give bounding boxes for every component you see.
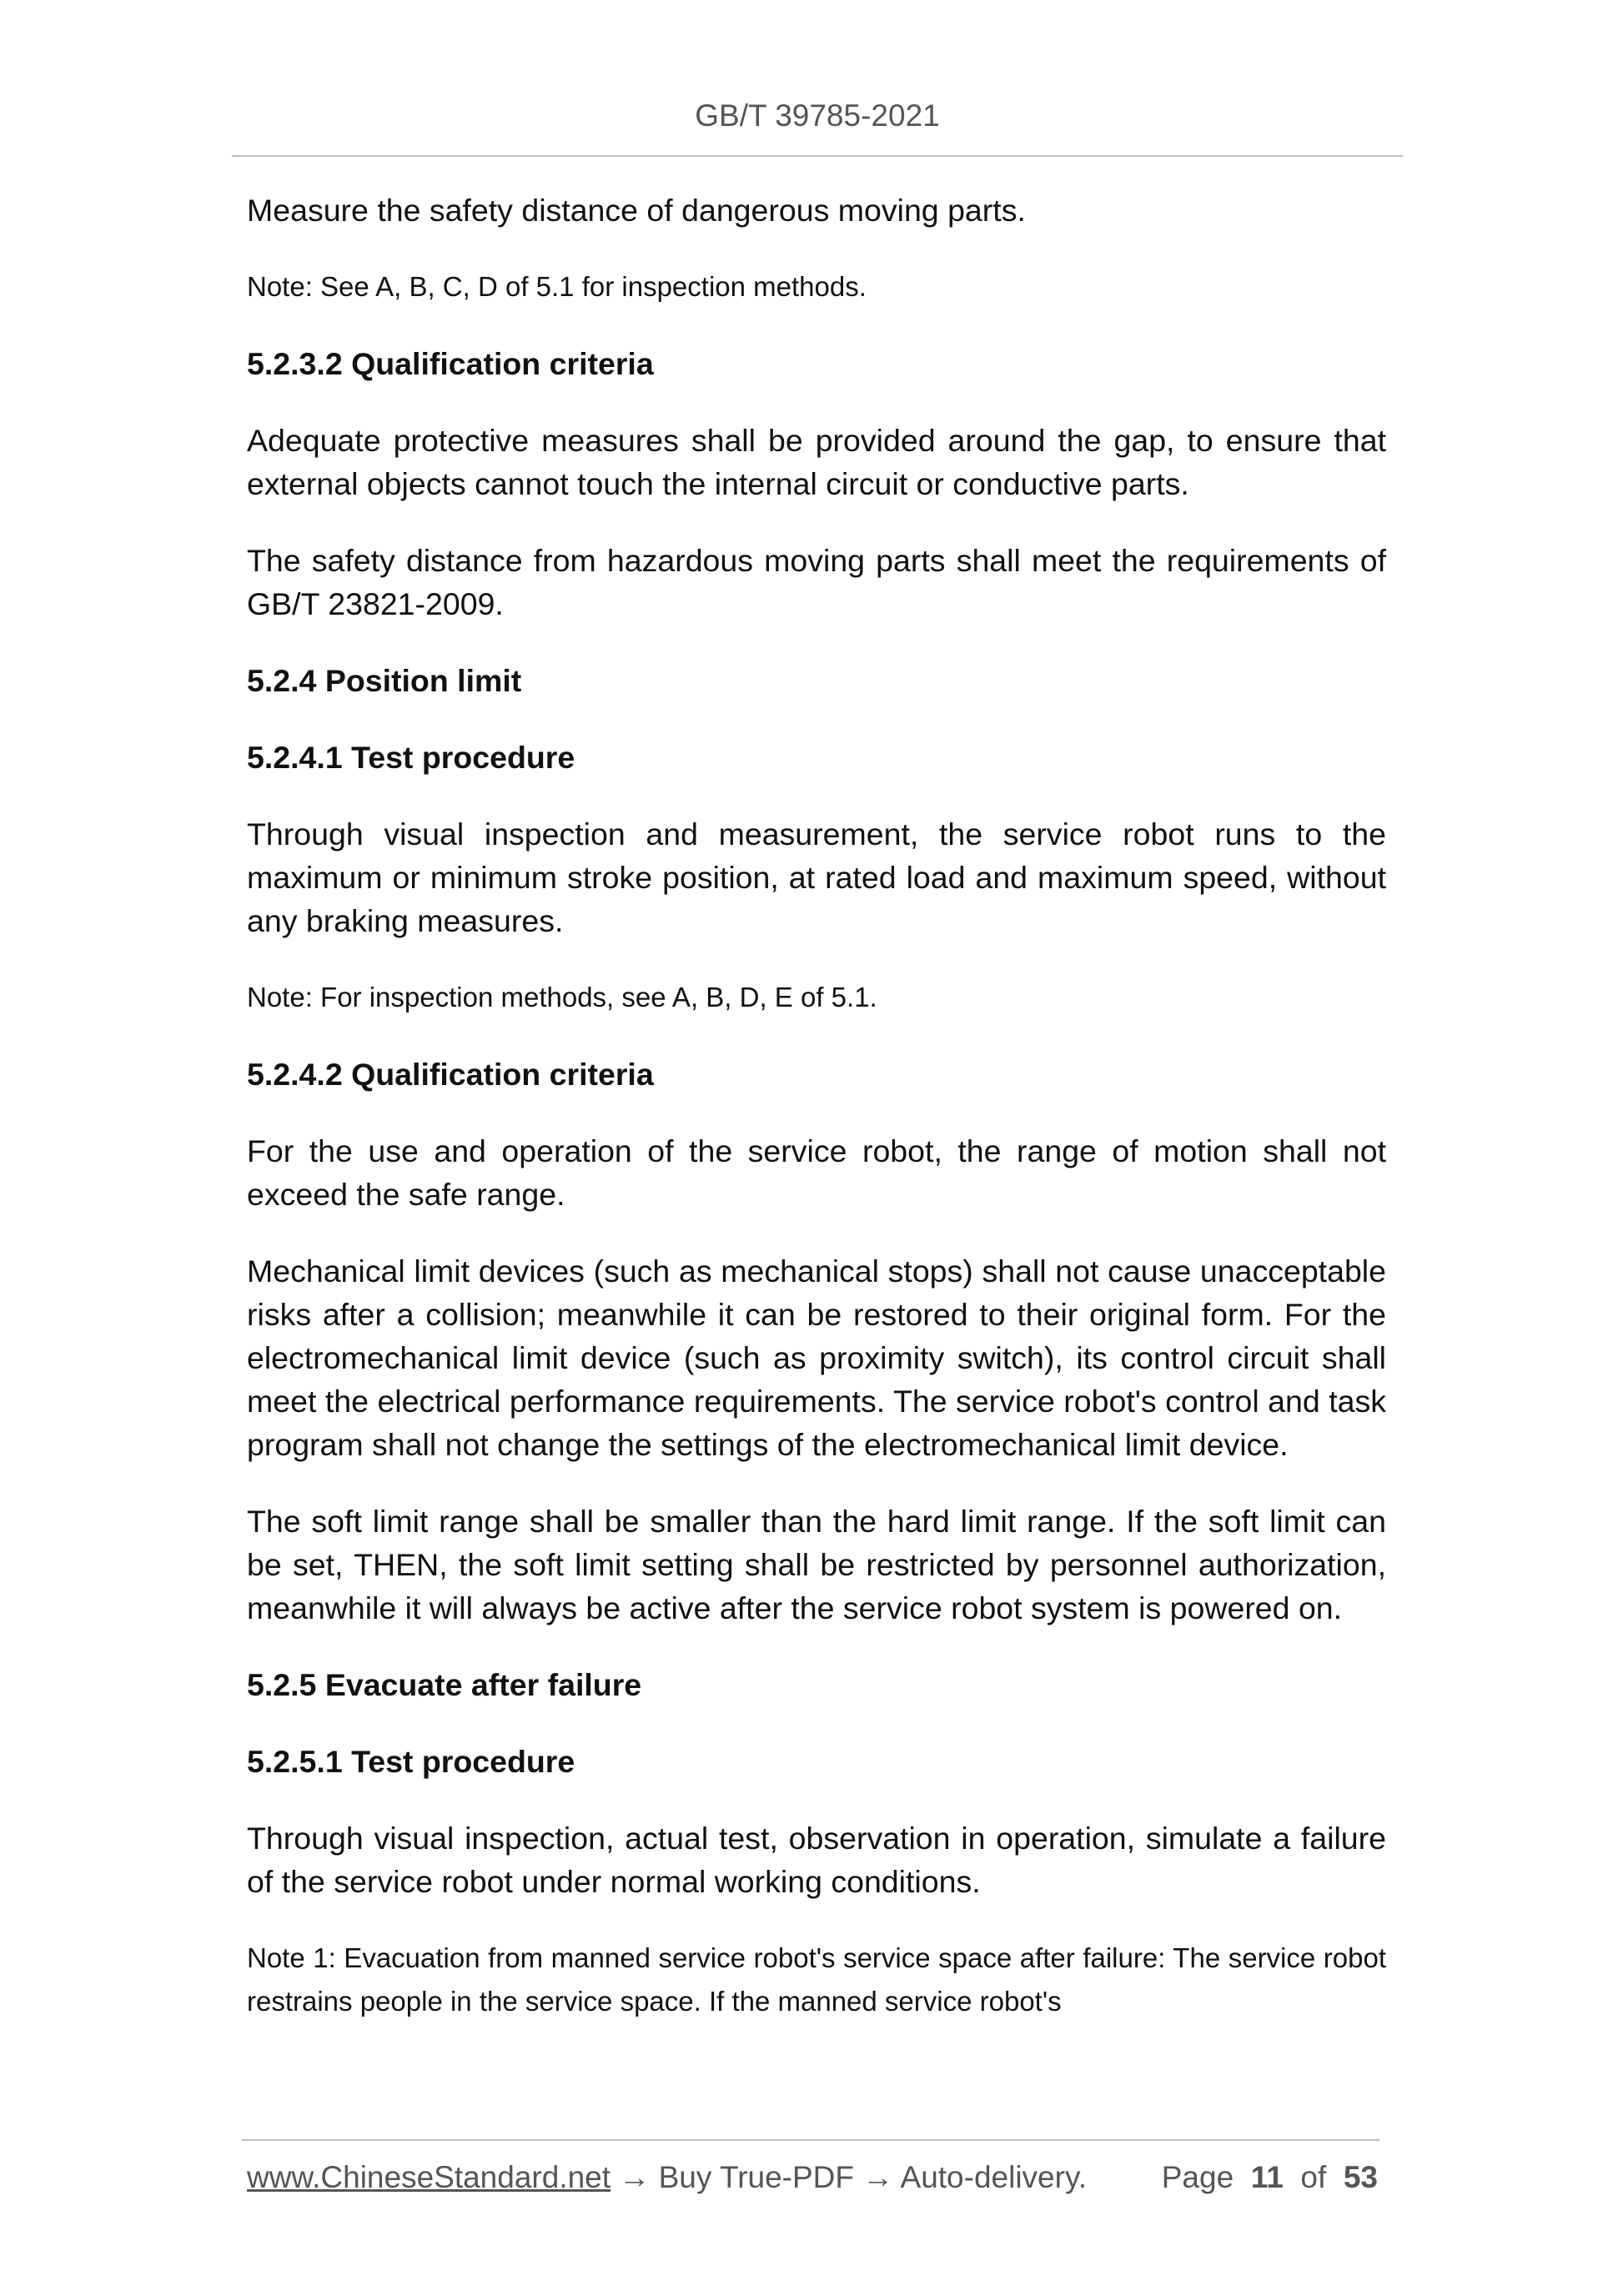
page-label: Page bbox=[1161, 2160, 1234, 2194]
paragraph: Through visual inspection and measurement, the service robot runs to the maximum or minimum stroke position, at rated load and maximum speed, without any braking measures. bbox=[247, 816, 1386, 938]
paragraph: Mechanical limit devices (such as mechanical stops) shall not cause unacceptable risks after a collision; meanwhile it can be restored to their original form. For the electromechanical limit device (such as proximity switch), its control circuit shall meet the electrical performance requirements. The service robot's control and task program shall not change the settings of the electromechanical limit device. bbox=[247, 1254, 1386, 1462]
paragraph: Measure the safety distance of dangerous moving parts. bbox=[247, 193, 1026, 228]
header-divider bbox=[232, 155, 1403, 157]
paragraph: Through visual inspection, actual test, observation in operation, simulate a failure of the service robot under normal working conditions. bbox=[247, 1821, 1386, 1899]
current-page-number: 11 bbox=[1250, 2160, 1284, 2194]
footer-divider bbox=[242, 2139, 1379, 2141]
note: Note: See A, B, C, D of 5.1 for inspection methods. bbox=[247, 271, 867, 302]
total-pages: 53 bbox=[1343, 2160, 1378, 2194]
note: Note: For inspection methods, see A, B, D, E of 5.1. bbox=[247, 982, 877, 1012]
section-heading: 5.2.3.2 Qualification criteria bbox=[247, 346, 654, 381]
paragraph: Adequate protective measures shall be provided around the gap, to ensure that external objects cannot touch the internal circuit or conductive parts. bbox=[247, 423, 1386, 501]
section-heading: 5.2.4 Position limit bbox=[247, 663, 522, 698]
page-header-title: GB/T 39785-2021 bbox=[695, 98, 940, 133]
paragraph: The safety distance from hazardous moving parts shall meet the requirements of GB/T 23821-2009. bbox=[247, 543, 1386, 621]
paragraph: For the use and operation of the service robot, the range of motion shall not exceed the safe range. bbox=[247, 1133, 1386, 1212]
footer-promo bbox=[247, 2160, 1087, 2195]
website-link[interactable]: www.ChineseStandard.net bbox=[247, 2160, 611, 2194]
section-heading: 5.2.5.1 Test procedure bbox=[247, 1744, 575, 1779]
section-heading: 5.2.4.1 Test procedure bbox=[247, 740, 575, 775]
page-body bbox=[247, 188, 1386, 2057]
paragraph: The soft limit range shall be smaller than the hard limit range. If the soft limit can be set, THEN, the soft limit setting shall be restricted by personnel authorization, meanwhile it will always be active after the service robot system is powered on. bbox=[247, 1504, 1386, 1625]
of-label: of bbox=[1300, 2160, 1327, 2194]
page-counter bbox=[1162, 2160, 1378, 2195]
footer-promo-text: → Buy True-PDF → Auto-delivery. bbox=[611, 2160, 1087, 2194]
section-heading: 5.2.4.2 Qualification criteria bbox=[247, 1057, 654, 1092]
note: Note 1: Evacuation from manned service robot's service space after failure: The service robot restrains people in the service space. If the manned service robot's bbox=[247, 1942, 1386, 2017]
section-heading: 5.2.5 Evacuate after failure bbox=[247, 1667, 642, 1702]
